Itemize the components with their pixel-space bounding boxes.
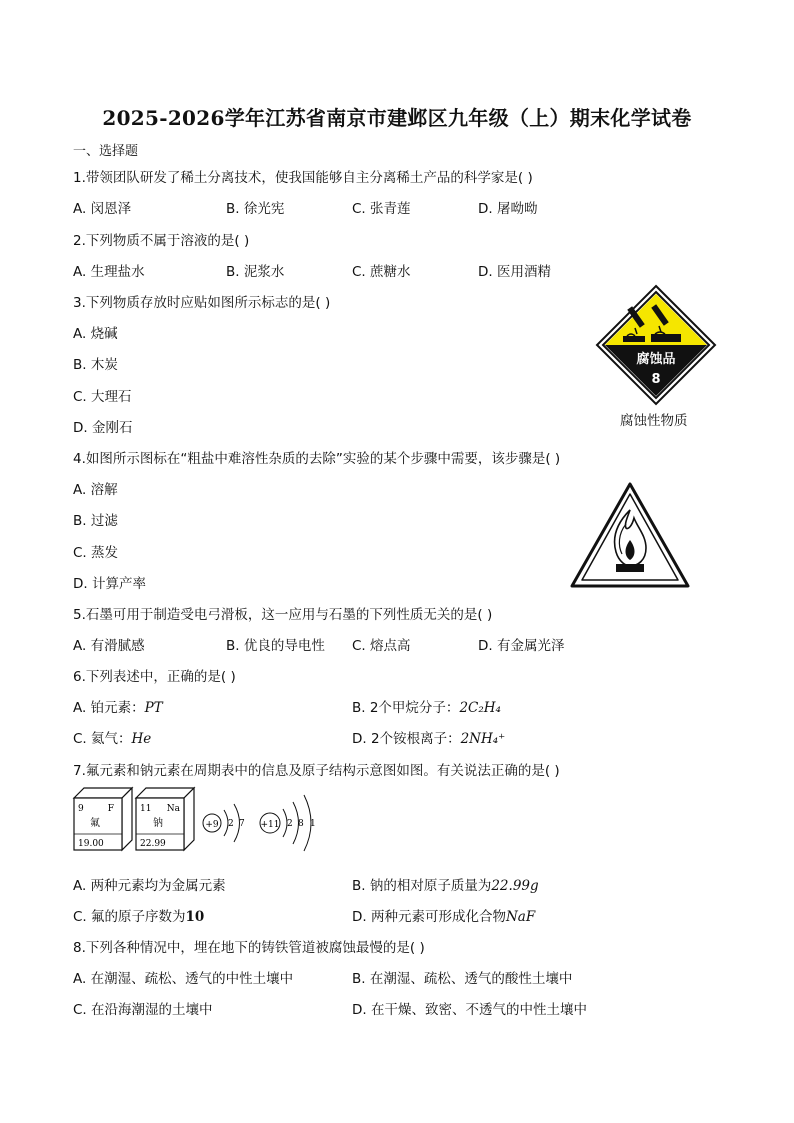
q2-option-a[interactable]: A. 生理盐水 xyxy=(73,264,145,280)
q7-option-b-formula: 22.99g xyxy=(491,878,539,894)
sodium-mass: 22.99 xyxy=(140,839,166,849)
sodium-name: 钠 xyxy=(153,818,163,829)
question-1-stem: 1.带领团队研发了稀土分离技术，使我国能够自主分离稀土产品的科学家是( ) xyxy=(73,170,533,186)
q6-option-b-label: B. 2个甲烷分子： xyxy=(352,700,460,716)
q7-option-d-formula: NaF xyxy=(505,909,536,925)
q6-option-b[interactable] xyxy=(352,696,501,716)
sodium-shell-3: 1 xyxy=(310,819,316,829)
fluorine-shell-1: 2 xyxy=(228,819,234,829)
exam-title: 2025-2026学年江苏省南京市建邺区九年级（上）期末化学试卷 xyxy=(102,106,692,130)
sodium-shell-2: 8 xyxy=(298,819,304,829)
question-4-stem: 4.如图所示图标在“粗盐中难溶性杂质的去除”实验的某个步骤中需要，该步骤是( ) xyxy=(73,451,561,467)
q6-option-d-label: D. 2个铵根离子： xyxy=(352,731,461,747)
corrosive-sign-name: 腐蚀品 xyxy=(636,352,676,367)
question-3-stem: 3.下列物质存放时应贴如图所示标志的是( ) xyxy=(73,295,331,311)
corrosive-sign-caption: 腐蚀性物质 xyxy=(620,413,688,429)
q6-option-a-formula: PT xyxy=(144,700,163,716)
question-6-stem: 6.下列表述中，正确的是( ) xyxy=(73,669,236,685)
q4-option-b[interactable]: B. 过滤 xyxy=(73,513,118,529)
fluorine-atom-diagram xyxy=(203,804,245,842)
question-7-stem: 7.氟元素和钠元素在周期表中的信息及原子结构示意图如图。有关说法正确的是( ) xyxy=(73,763,560,779)
fluorine-number: 9 xyxy=(78,804,84,814)
q1-option-d[interactable]: D. 屠呦呦 xyxy=(478,201,538,217)
heating-warning-sign xyxy=(568,480,692,592)
fluorine-shell-2: 7 xyxy=(239,819,245,829)
fluorine-nucleus: +9 xyxy=(205,820,219,830)
q6-option-c[interactable] xyxy=(73,727,151,747)
element-info-figure xyxy=(70,786,330,860)
q2-option-d[interactable]: D. 医用酒精 xyxy=(478,264,551,280)
q4-option-c[interactable]: C. 蒸发 xyxy=(73,545,119,561)
sodium-nucleus: +11 xyxy=(260,820,280,830)
q4-option-a[interactable]: A. 溶解 xyxy=(73,482,118,498)
sodium-element-card xyxy=(136,788,194,850)
section-heading: 一、选择题 xyxy=(73,144,139,159)
q1-option-c[interactable]: C. 张青莲 xyxy=(352,201,411,217)
q7-option-a-label: A. 两种元素均为金属元素 xyxy=(73,878,226,894)
sodium-number: 11 xyxy=(140,804,152,814)
q7-option-b[interactable] xyxy=(352,874,539,894)
q5-option-c[interactable]: C. 熔点高 xyxy=(352,638,411,654)
q5-option-d[interactable]: D. 有金属光泽 xyxy=(478,638,565,654)
q4-option-d[interactable]: D. 计算产率 xyxy=(73,576,146,592)
q3-option-b[interactable]: B. 木炭 xyxy=(73,357,118,373)
fluorine-mass: 19.00 xyxy=(78,839,104,849)
q1-option-b[interactable]: B. 徐光宪 xyxy=(226,201,285,217)
q6-option-d-formula: 2NH₄⁺ xyxy=(460,731,506,747)
q3-option-c[interactable]: C. 大理石 xyxy=(73,389,132,405)
burner-icon xyxy=(616,564,644,572)
q6-option-c-formula: He xyxy=(131,731,152,747)
q3-option-a[interactable]: A. 烧碱 xyxy=(73,326,118,342)
q8-option-b[interactable]: B. 在潮湿、疏松、透气的酸性土壤中 xyxy=(352,971,573,987)
sodium-symbol: Na xyxy=(166,804,180,814)
q7-option-d[interactable] xyxy=(352,905,535,925)
sodium-shell-1: 2 xyxy=(287,819,293,829)
q8-option-c[interactable]: C. 在沿海潮湿的土壤中 xyxy=(73,1002,213,1018)
question-5-stem: 5.石墨可用于制造受电弓滑板，这一应用与石墨的下列性质无关的是( ) xyxy=(73,607,493,623)
corrosive-hazard-sign xyxy=(595,284,717,406)
q6-option-b-formula: 2C₂H₄ xyxy=(459,700,501,716)
q6-option-d[interactable] xyxy=(352,727,505,747)
sodium-atom-diagram xyxy=(260,795,316,851)
q7-option-b-label: B. 钠的相对原子质量为 xyxy=(352,878,492,894)
q2-option-b[interactable]: B. 泥浆水 xyxy=(226,264,285,280)
fluorine-symbol: F xyxy=(107,804,114,814)
q8-option-d[interactable]: D. 在干燥、致密、不透气的中性土壤中 xyxy=(352,1002,587,1018)
corrosive-sign-class: 8 xyxy=(651,372,661,387)
q7-option-d-label: D. 两种元素可形成化合物 xyxy=(352,909,506,925)
q7-option-c[interactable] xyxy=(73,905,204,925)
q1-option-a[interactable]: A. 闵恩泽 xyxy=(73,201,132,217)
question-8-stem: 8.下列各种情况中，埋在地下的铸铁管道被腐蚀最慢的是( ) xyxy=(73,940,425,956)
q7-option-c-formula: 10 xyxy=(185,909,205,925)
q7-option-c-label: C. 氟的原子序数为 xyxy=(73,909,186,925)
q6-option-a-label: A. 铂元素： xyxy=(73,700,145,716)
q5-option-a[interactable]: A. 有滑腻感 xyxy=(73,638,145,654)
q6-option-c-label: C. 氦气： xyxy=(73,731,132,747)
fluorine-element-card xyxy=(74,788,132,850)
question-2-stem: 2.下列物质不属于溶液的是( ) xyxy=(73,233,250,249)
fluorine-name: 氟 xyxy=(90,818,100,829)
q7-option-a[interactable] xyxy=(73,874,226,894)
q5-option-b[interactable]: B. 优良的导电性 xyxy=(226,638,325,654)
q2-option-c[interactable]: C. 蔗糖水 xyxy=(352,264,411,280)
q3-option-d[interactable]: D. 金刚石 xyxy=(73,420,133,436)
q6-option-a[interactable] xyxy=(73,696,163,716)
q8-option-a[interactable]: A. 在潮湿、疏松、透气的中性土壤中 xyxy=(73,971,294,987)
